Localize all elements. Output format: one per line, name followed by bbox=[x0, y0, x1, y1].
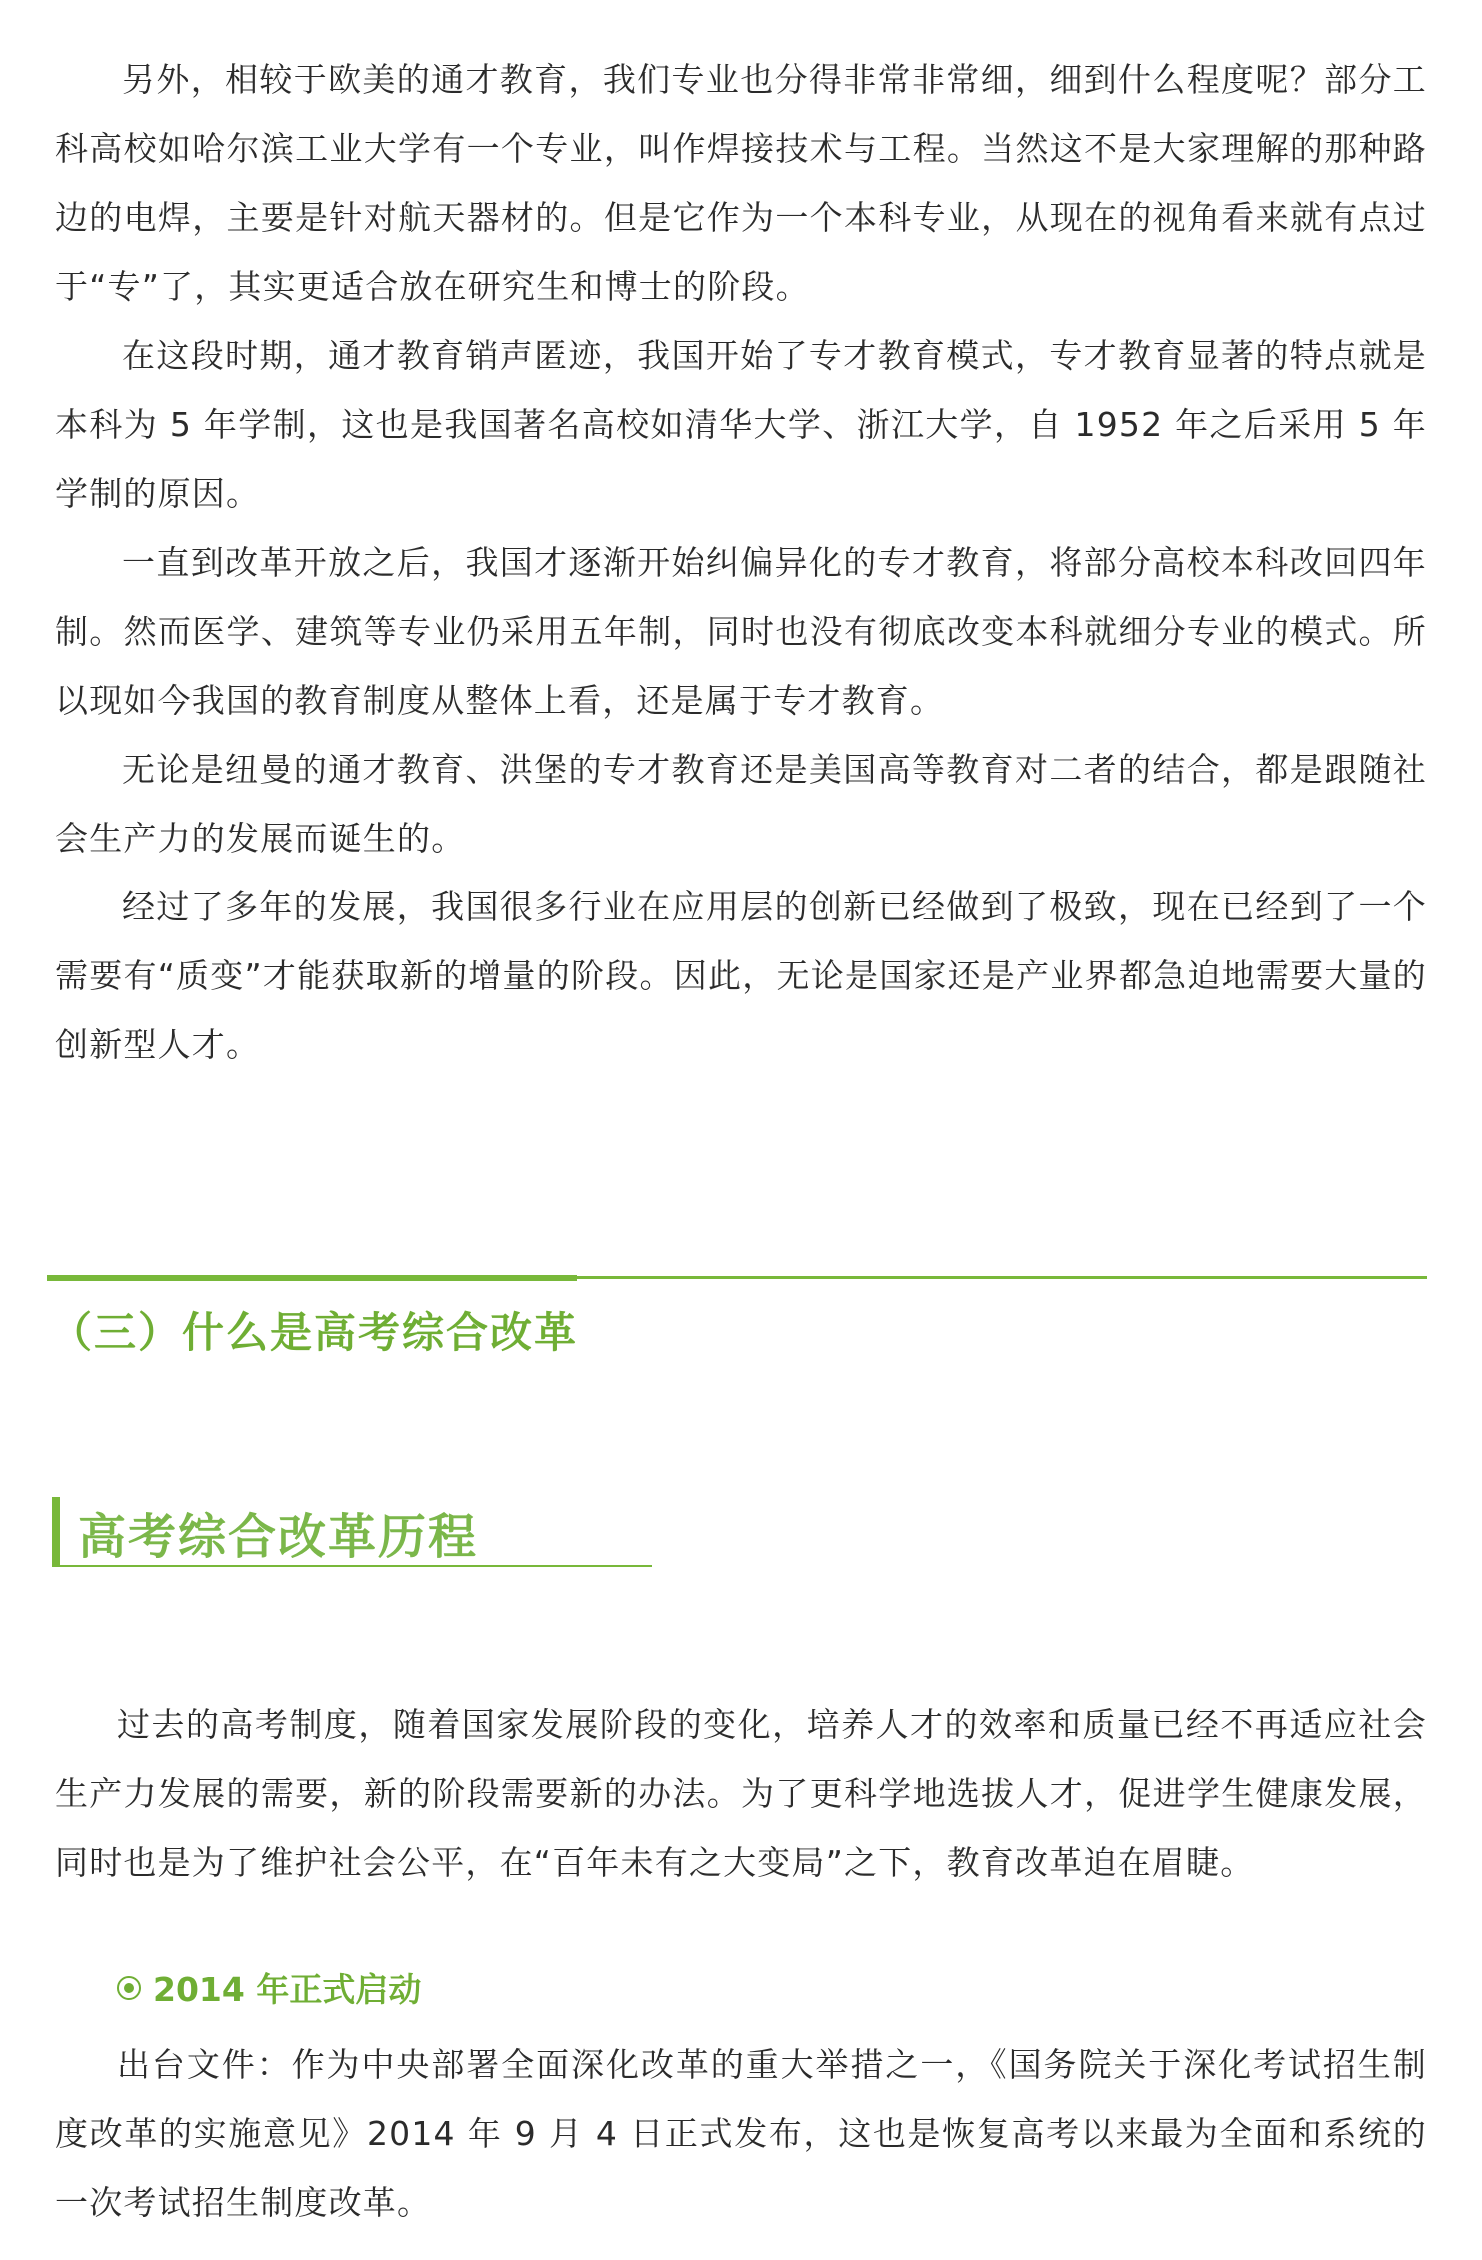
body-paragraph-5: 经过了多年的发展，我国很多行业在应用层的创新已经做到了极致，现在已经到了一个需要有“质变”才能获取新的增量的阶段。因此，无论是国家还是产业界都急迫地需要大量的创新型人才。 bbox=[55, 887, 1427, 1064]
subsection-accent-bar bbox=[52, 1497, 60, 1565]
section-divider-accent bbox=[47, 1275, 577, 1281]
body-paragraph-1: 另外，相较于欧美的通才教育，我们专业也分得非常非常细，细到什么程度呢？部分工科高校如哈尔滨工业大学有一个专业，叫作焊接技术与工程。当然这不是大家理解的那种路边的电焊，主要是针对航天器材的。但是它作为一个本科专业，从现在的视角看来就有点过于“专”了，其实更适合放在研究生和博士的阶段。 bbox=[55, 60, 1427, 306]
bullet-heading-text: 2014 年正式启动 bbox=[153, 1970, 422, 2009]
bullet-heading bbox=[117, 1964, 421, 2011]
body-paragraph-3: 一直到改革开放之后，我国才逐渐开始纠偏异化的专才教育，将部分高校本科改回四年制。然而医学、建筑等专业仍采用五年制，同时也没有彻底改变本科就细分专业的模式。所以现如今我国的教育制度从整体上看，还是属于专才教育。 bbox=[55, 543, 1427, 720]
body-paragraph-4: 无论是纽曼的通才教育、洪堡的专才教育还是美国高等教育对二者的结合，都是跟随社会生产力的发展而诞生的。 bbox=[55, 750, 1427, 858]
section-title: （三）什么是高考综合改革 bbox=[50, 1308, 579, 1357]
subsection-underline bbox=[52, 1565, 652, 1567]
body-paragraph-2: 在这段时期，通才教育销声匿迹，我国开始了专才教育模式，专才教育显著的特点就是本科为 5 年学制，这也是我国著名高校如清华大学、浙江大学，自 1952 年之后采用 5 年学制的原因。 bbox=[55, 336, 1427, 513]
subsection-paragraph: 过去的高考制度，随着国家发展阶段的变化，培养人才的效率和质量已经不再适应社会生产力发展的需要，新的阶段需要新的办法。为了更科学地选拔人才，促进学生健康发展，同时也是为了维护社会公平，在“百年未有之大变局”之下，教育改革迫在眉睫。 bbox=[55, 1705, 1427, 1882]
subsection-title: 高考综合改革历程 bbox=[78, 1509, 479, 1565]
double-circle-icon bbox=[117, 1976, 141, 2000]
bullet-paragraph: 出台文件：作为中央部署全面深化改革的重大举措之一，《国务院关于深化考试招生制度改革的实施意见》2014 年 9 月 4 日正式发布，这也是恢复高考以来最为全面和系统的一次考试招生制度改革。 bbox=[55, 2045, 1427, 2222]
